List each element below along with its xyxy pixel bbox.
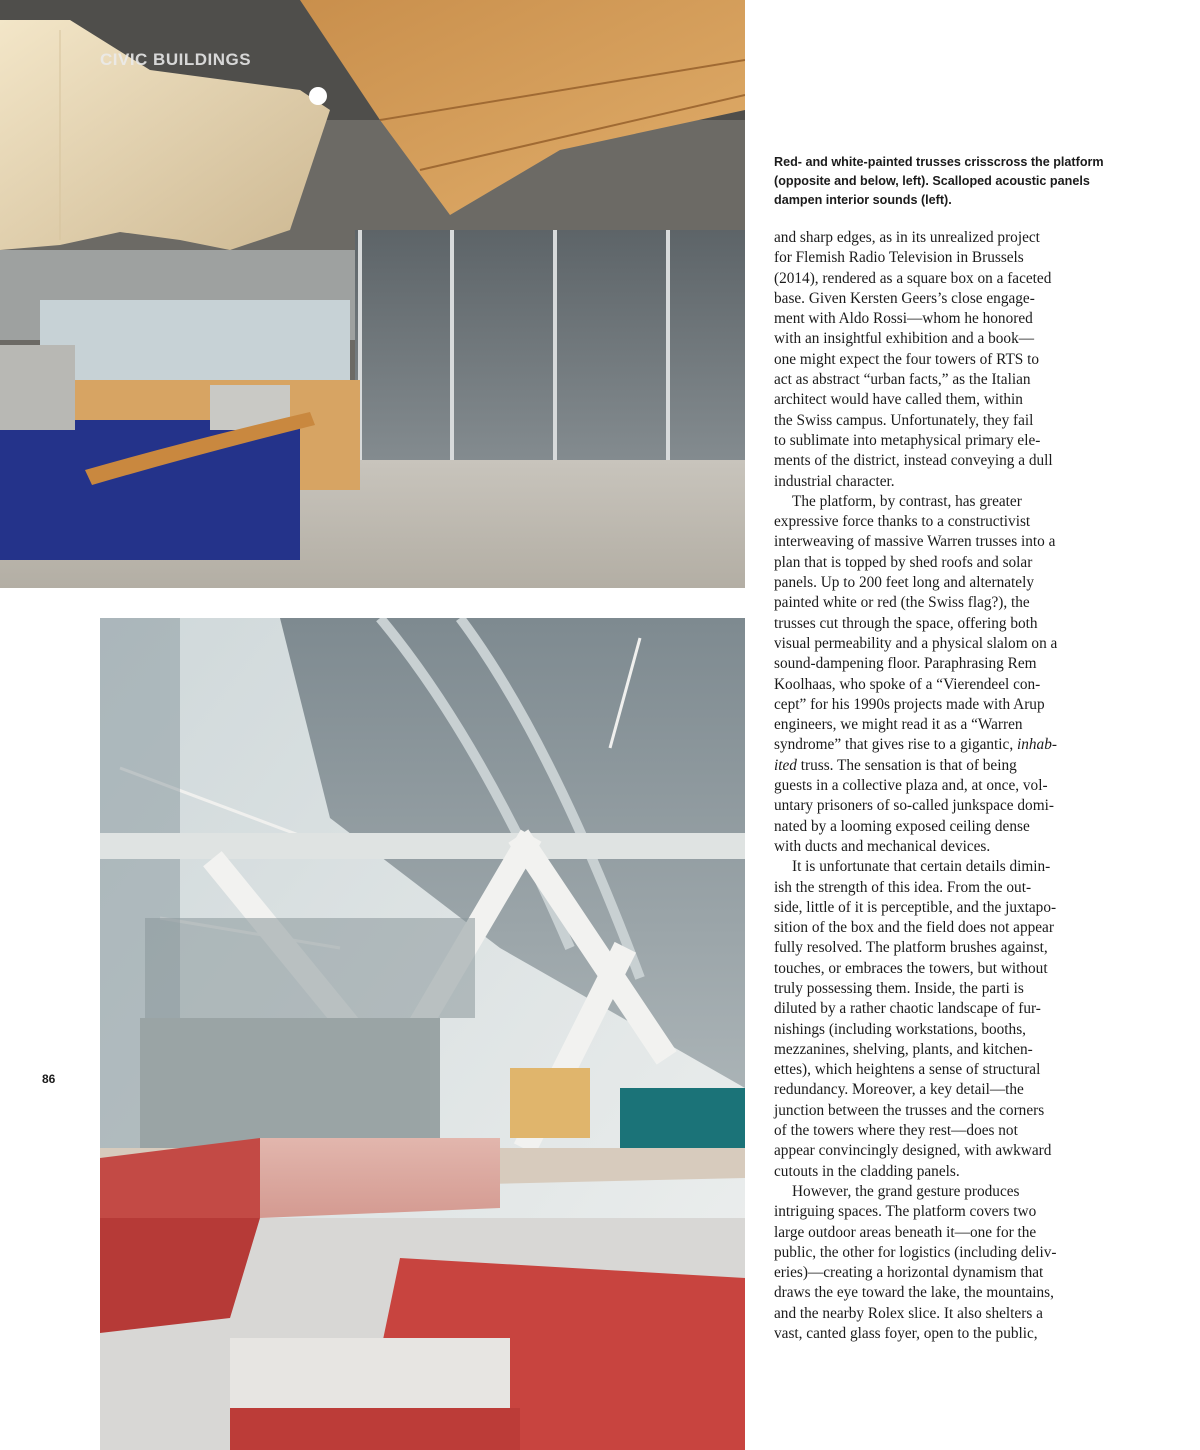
article-line: plan that is topped by shed roofs and solar bbox=[774, 553, 1033, 571]
article-line-text: truss. The sensation is that of being bbox=[800, 756, 1017, 774]
article-line bbox=[774, 735, 1086, 755]
article-line: act as abstract “urban facts,” as the Italian bbox=[774, 371, 1031, 389]
article-line: junction between the trusses and the corners bbox=[774, 1101, 1045, 1119]
photo-office-interior bbox=[0, 0, 745, 588]
article-line: ettes), which heightens a sense of structural bbox=[774, 1061, 1041, 1079]
article-line: painted white or red (the Swiss flag?), the bbox=[774, 594, 1030, 612]
article-line: ish the strength of this idea. From the out- bbox=[774, 878, 1032, 896]
article-line: side, little of it is perceptible, and the juxtapo- bbox=[774, 898, 1057, 916]
article-line: large outdoor areas beneath it—one for the bbox=[774, 1223, 1037, 1241]
article-line: fully resolved. The platform brushes against, bbox=[774, 939, 1048, 957]
photo-office-interior-illustration bbox=[0, 0, 745, 588]
article-line: base. Given Kersten Geers’s close engage- bbox=[774, 289, 1035, 307]
article-line: untary prisoners of so-called junkspace domi- bbox=[774, 797, 1054, 815]
article-line: appear convincingly designed, with awkward bbox=[774, 1142, 1052, 1160]
article-line: mezzanines, shelving, plants, and kitchen- bbox=[774, 1040, 1033, 1058]
article-line: ment with Aldo Rossi—whom he honored bbox=[774, 310, 1033, 328]
article-line: The platform, by contrast, has greater bbox=[792, 492, 1022, 510]
article-line: intriguing spaces. The platform covers two bbox=[774, 1203, 1037, 1221]
article-line: sound-dampening floor. Paraphrasing Rem bbox=[774, 655, 1037, 673]
article-line: interweaving of massive Warren trusses into a bbox=[774, 533, 1056, 551]
article-line: eries)—creating a horizontal dynamism that bbox=[774, 1264, 1044, 1282]
article-line: However, the grand gesture produces bbox=[792, 1182, 1020, 1200]
article-line: architect would have called them, within bbox=[774, 391, 1023, 409]
article-line: vast, canted glass foyer, open to the public, bbox=[774, 1325, 1038, 1343]
article-line: diluted by a rather chaotic landscape of fur- bbox=[774, 1000, 1041, 1018]
article-line: redundancy. Moreover, a key detail—the bbox=[774, 1081, 1024, 1099]
article-line: panels. Up to 200 feet long and alternately bbox=[774, 574, 1034, 592]
article-line: nishings (including workstations, booths, bbox=[774, 1020, 1026, 1038]
article-line: industrial character. bbox=[774, 472, 895, 490]
article-line: It is unfortunate that certain details dimin- bbox=[792, 858, 1051, 876]
article-line: the Swiss campus. Unfortunately, they fail bbox=[774, 411, 1034, 429]
article-line: expressive force thanks to a constructivist bbox=[774, 513, 1031, 531]
article-line: nated by a looming exposed ceiling dense bbox=[774, 817, 1030, 835]
italic-word: ited bbox=[774, 756, 797, 774]
photo-platform-trusses bbox=[100, 618, 745, 1450]
article-line: (2014), rendered as a square box on a faceted bbox=[774, 269, 1052, 287]
article-line: with an insightful exhibition and a book— bbox=[774, 330, 1035, 348]
article-line: cept” for his 1990s projects made with Arup bbox=[774, 695, 1045, 713]
article-line: of the towers where they rest—does not bbox=[774, 1122, 1018, 1140]
article-line: Koolhaas, who spoke of a “Vierendeel con- bbox=[774, 675, 1041, 693]
italic-word: inhab- bbox=[1017, 736, 1057, 754]
photo-platform-trusses-illustration bbox=[100, 618, 745, 1450]
article-line: public, the other for logistics (including deliv- bbox=[774, 1243, 1057, 1261]
article-body bbox=[774, 228, 1086, 1344]
article-line: engineers, we might read it as a “Warren bbox=[774, 716, 1023, 734]
article-line: trusses cut through the space, offering both bbox=[774, 614, 1038, 632]
photo-caption: Red- and white-painted trusses crisscross the platform (opposite and below, left). Scalloped acoustic panels dampen interior sounds (left). bbox=[774, 155, 1104, 207]
article-line: and sharp edges, as in its unrealized project bbox=[774, 229, 1040, 246]
article-line: sition of the box and the field does not appear bbox=[774, 919, 1054, 937]
article-line bbox=[774, 756, 1086, 776]
article-line: ments of the district, instead conveying a dull bbox=[774, 452, 1053, 470]
article-line: cutouts in the cladding panels. bbox=[774, 1162, 960, 1180]
article-line: guests in a collective plaza and, at once, vol- bbox=[774, 777, 1048, 795]
article-line: draws the eye toward the lake, the mountains, bbox=[774, 1284, 1054, 1302]
article-line: with ducts and mechanical devices. bbox=[774, 837, 991, 855]
article-line-text: syndrome” that gives rise to a gigantic, bbox=[774, 736, 1014, 754]
article-line: and the nearby Rolex slice. It also shelters a bbox=[774, 1304, 1043, 1322]
article-line: visual permeability and a physical slalom on a bbox=[774, 634, 1058, 652]
article-line: touches, or embraces the towers, but without bbox=[774, 959, 1048, 977]
section-label: CIVIC BUILDINGS bbox=[100, 50, 252, 69]
article-line: truly possessing them. Inside, the parti is bbox=[774, 979, 1024, 997]
article-line: one might expect the four towers of RTS to bbox=[774, 350, 1040, 368]
article-line: for Flemish Radio Television in Brussels bbox=[774, 249, 1024, 267]
page-number: 86 bbox=[42, 1072, 56, 1086]
article-line: to sublimate into metaphysical primary ele- bbox=[774, 431, 1041, 449]
